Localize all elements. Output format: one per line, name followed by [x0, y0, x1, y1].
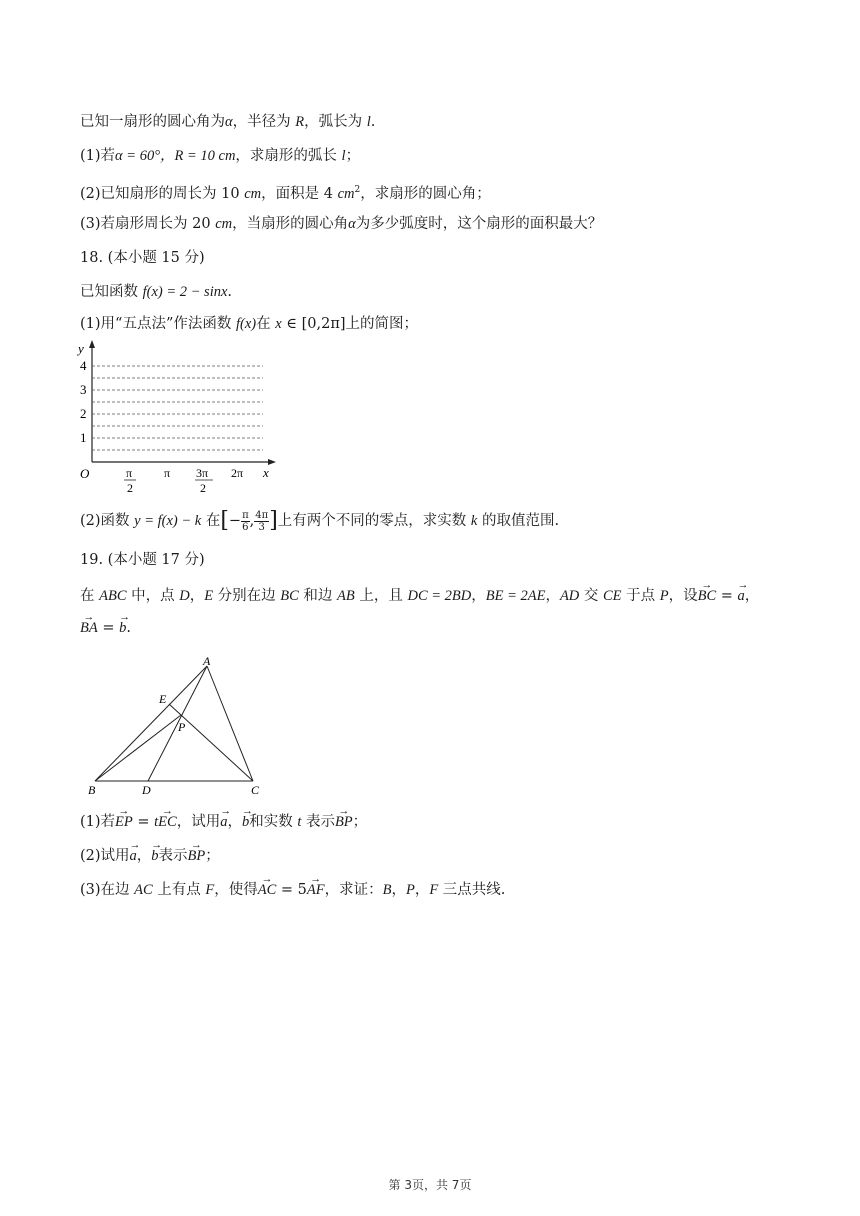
label-E: E [159, 692, 167, 706]
graph-x-tick: 3π [196, 466, 209, 480]
label-D: D [142, 783, 151, 797]
graph-y-tick: 3 [80, 382, 87, 397]
graph-origin: O [80, 466, 90, 481]
q18-part1: (1)用“五点法”作法函数 f(x)在 x ∈ [0,2π]上的简图； [80, 316, 419, 332]
triangle-figure [80, 650, 280, 800]
label-P: P [178, 720, 186, 734]
q19-stem-line2: → BA = → b. [80, 618, 131, 638]
sine-graph-axes [70, 338, 290, 498]
graph-x-tick: 2 [200, 481, 206, 495]
label-B: B [88, 783, 96, 797]
page-footer: 第 3页，共 7页 [388, 1178, 472, 1192]
graph-x-tick: 2 [127, 481, 133, 495]
q19-stem-line1: 在 ABC 中，点 D，E 分别在边 BC 和边 AB 上，且 DC = 2BD，BE = 2AE，AD 交 CE 于点 P，设→ BC = → a， [80, 586, 759, 606]
q18-part2: (2)函数 y = f(x) − k 在[− $\frac{\pi}{6}$ , $\frac{4\pi}{3}$ ]上有两个不同的零点，求实数 k 的取值范围. [80, 508, 560, 533]
q19-header: 19. (本小题 17 分) [80, 552, 205, 568]
label-A: A [203, 654, 211, 668]
q19-part3: (3)在边 AC 上有点 F，使得→ AC = 5→ AF，求证：B，P，F 三点共线. [80, 880, 505, 900]
graph-x-tick: 2π [231, 466, 244, 480]
q19-part2: (2)试用→ a，→ b表示→ BP； [80, 846, 220, 866]
q17-part3: (3)若扇形周长为 20 cm，当扇形的圆心角α为多少弧度时，这个扇形的面积最大？ [80, 216, 603, 232]
graph-y-tick: 1 [80, 430, 87, 445]
graph-x-label: x [263, 465, 269, 480]
graph-y-tick: 2 [80, 406, 87, 421]
graph-y-tick: 4 [80, 358, 87, 373]
q18-stem: 已知函数 f(x) = 2 − sinx. [80, 284, 233, 300]
graph-x-tick: π [126, 466, 133, 480]
q17-part2: (2)已知扇形的周长为 10 cm，面积是 4 $cm^2$，求扇形的圆心角； [80, 185, 491, 202]
q18-header: 18. (本小题 15 分) [80, 250, 205, 266]
q19-part1: (1)若→ EP = t→ EC，试用→ a，→ b和实数 t 表示→ BP； [80, 812, 367, 832]
q17-stem: 已知一扇形的圆心角为α，半径为 R，弧长为 l. [80, 114, 376, 130]
graph-y-label: y [78, 341, 84, 356]
graph-x-tick: π [164, 466, 171, 480]
q17-part1: (1)若α = 60°，R = 10 cm，求扇形的弧长 l； [80, 148, 361, 164]
label-C: C [251, 783, 260, 797]
